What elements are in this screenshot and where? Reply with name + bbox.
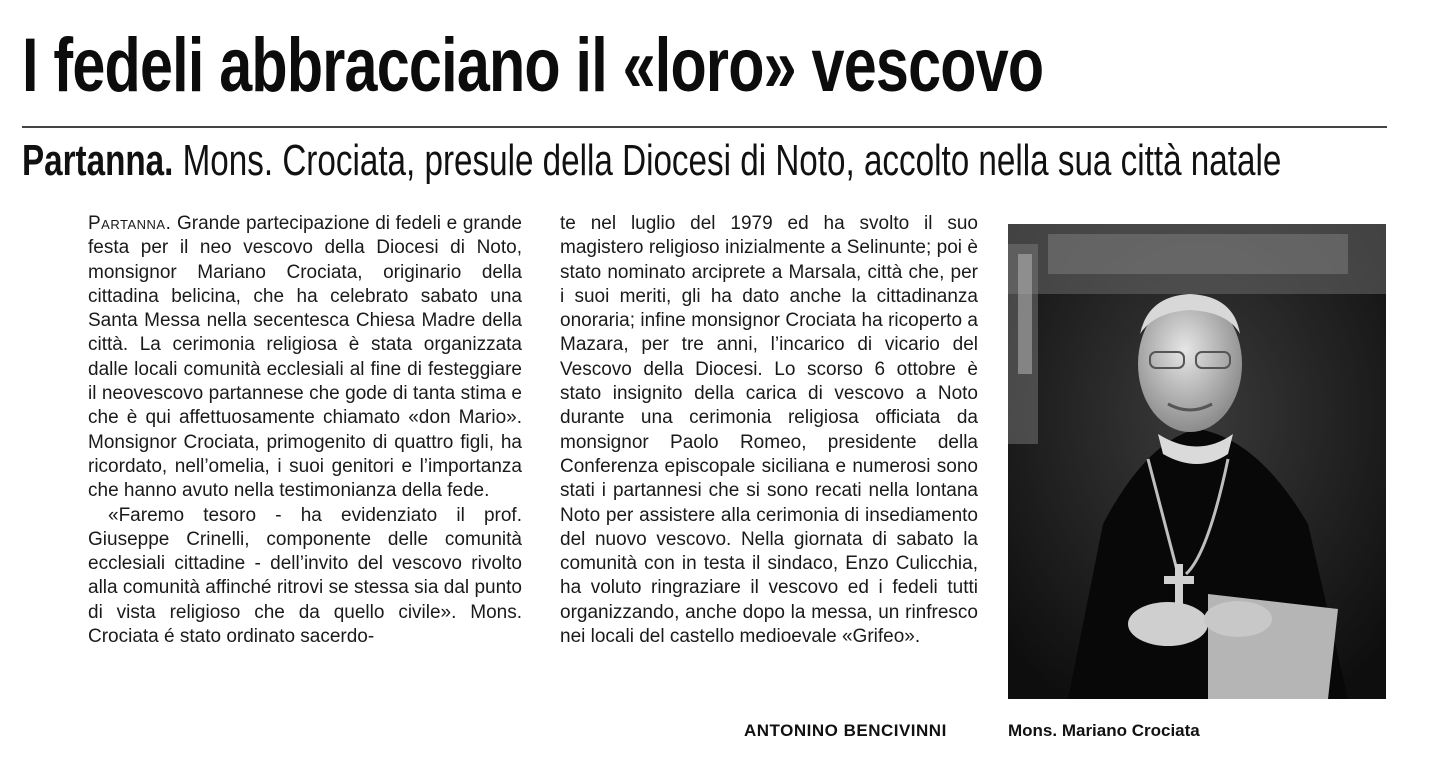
article-paragraph-2: «Faremo tesoro - ha evidenziato il prof. Giuseppe Crinelli, componente delle comunità ecclesiali cittadine - dell’invito del vescovo rivolto alla comunità affinché ritrovi se stessa sia dal punto di vista religioso che da quello civile». Mons. Crociata é stato ordinato sacerdo- (88, 504, 522, 648)
bishop-portrait-illustration (1008, 224, 1386, 699)
subhead-location: Partanna. (22, 136, 174, 185)
paragraph-1-text: Grande partecipazione di fedeli e grande festa per il neo vescovo della Diocesi di Noto, monsignor Mariano Crociata, originario della cittadina belicina, che ha celebrato sabato una Santa Messa nella secentesca Chiesa Madre della città. La cerimonia religiosa è stata organizzata dalle locali comunità ecclesiali al fine di festeggiare il neovescovo partannese che gode di tanta stima e che è qui affettuosamente chiamato «don Mario». Monsignor Crociata, primogenito di quattro figli, ha ricordato, nell’omelia, i suoi genitori e l’importanza che hanno avuto nella testimonianza della fede. (88, 213, 522, 502)
headline: I fedeli abbracciano il «loro» vescovo (22, 23, 1044, 108)
article-column-2 (560, 212, 978, 649)
dateline: Partanna. (88, 213, 172, 234)
subhead-text: Mons. Crociata, presule della Diocesi di Noto, accolto nella sua città natale (182, 136, 1282, 185)
article-paragraph-1 (88, 212, 522, 504)
subheadline (22, 136, 1282, 186)
author-byline: ANTONINO BENCIVINNI (744, 721, 947, 740)
article-column-1 (88, 212, 522, 649)
bishop-photo (1008, 224, 1386, 699)
headline-rule (22, 126, 1387, 128)
photo-caption: Mons. Mariano Crociata (1008, 721, 1200, 740)
article-paragraph-2-continued: te nel luglio del 1979 ed ha svolto il suo magistero religioso inizialmente a Selinunte; poi è stato nominato arciprete a Marsala, città che, per i suoi meriti, gli ha dato anche la cittadinanza onoraria; infine monsignor Crociata ha ricoperto a Mazara, per tre anni, l’incarico di vicario del Vescovo della Diocesi. Lo scorso 6 ottobre è stato insignito della carica di vescovo a Noto durante una cerimonia religiosa officiata da monsignor Paolo Romeo, presidente della Conferenza episcopale siciliana e numerosi sono stati i partannesi che si sono recati nella lontana Noto per assistere alla cerimonia di insediamento del nuovo vescovo. Nella giornata di sabato la comunità con in testa il sindaco, Enzo Culicchia, ha voluto ringraziare il vescovo ed i fedeli tutti organizzando, anche dopo la messa, un rinfresco nei locali del castello medioevale «Grifeo». (560, 213, 978, 648)
